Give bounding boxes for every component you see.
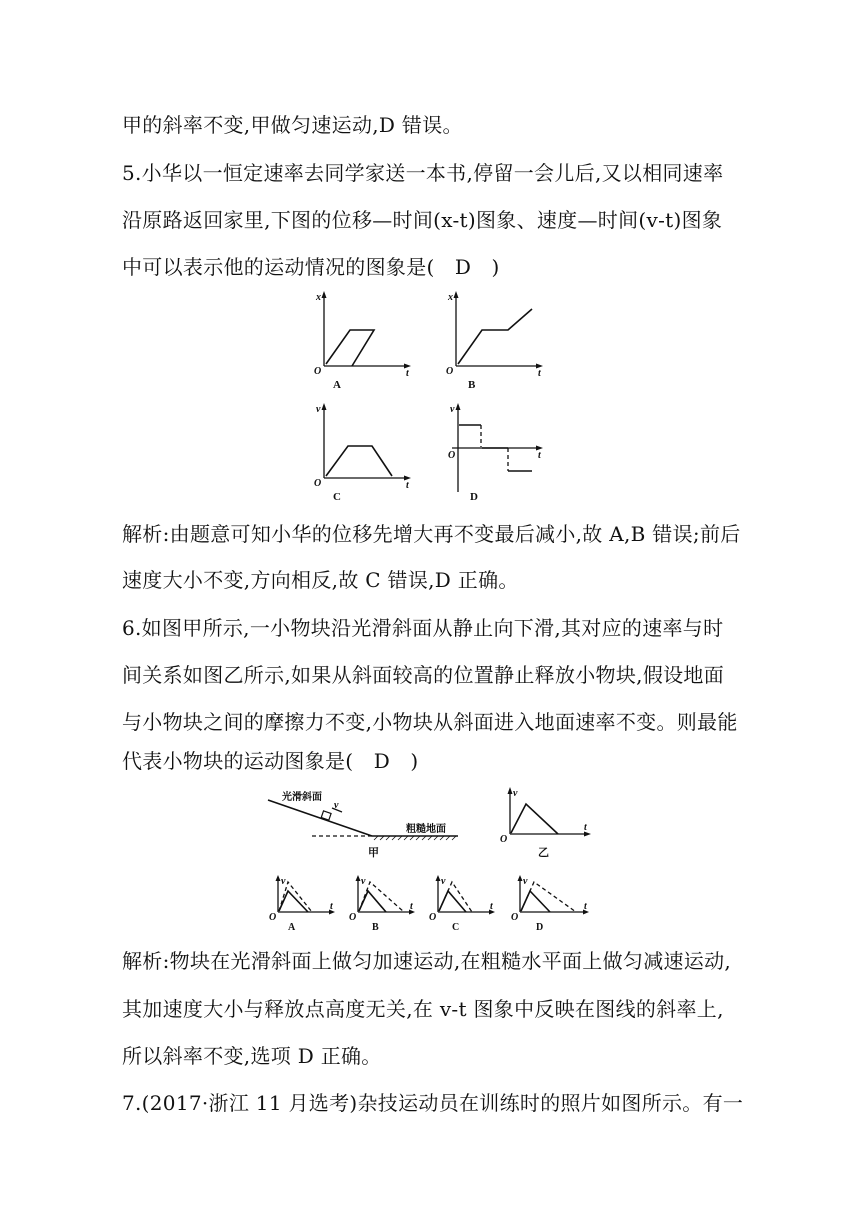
graph-5c [314, 403, 411, 503]
origin-label: O [511, 912, 519, 923]
axis-label-y: v [523, 876, 528, 887]
origin-label: O [448, 450, 456, 461]
option-label-a: A [288, 922, 296, 933]
option-label-d: D [470, 491, 478, 503]
analysis-6-line-3: 所以斜率不变,选项 D 正确。 [122, 1044, 382, 1068]
figure-label-jia: 甲 [368, 847, 379, 859]
axis-label-x: t [410, 901, 413, 912]
origin-label: O [314, 366, 322, 377]
axis-label-x: t [584, 822, 587, 833]
origin-label: O [269, 912, 277, 923]
question-5-line-3: 中可以表示他的运动情况的图象是( D ) [122, 255, 500, 279]
analysis-6-line-1: 解析:物块在光滑斜面上做匀加速运动,在粗糙水平面上做匀减速运动, [122, 949, 732, 973]
axis-label-x: t [406, 368, 409, 379]
option-graph-a [269, 875, 335, 933]
analysis-6-line-2: 其加速度大小与释放点高度无关,在 v-t 图象中反映在图线的斜率上, [122, 997, 724, 1021]
axis-label-y: v [513, 788, 518, 799]
axis-label-y: v [361, 876, 366, 887]
option-graph-b [349, 875, 415, 933]
origin-label: O [349, 912, 357, 923]
origin-label: O [314, 478, 322, 489]
question-6-line-1: 6.如图甲所示,一小物块沿光滑斜面从静止向下滑,其对应的速率与时 [122, 616, 724, 640]
axis-label-y: v [441, 876, 446, 887]
option-label-c: C [452, 922, 460, 933]
option-label-b: B [468, 379, 476, 391]
graph-5b [446, 291, 543, 391]
graph-yi [500, 787, 591, 859]
axis-label-y: v [316, 404, 321, 415]
option-label-b: B [372, 922, 379, 933]
axis-label-y: v [281, 876, 286, 887]
option-graph-c [429, 875, 495, 933]
ground-label: 粗糙地面 [406, 824, 446, 835]
figure-5 [300, 288, 560, 503]
axis-label-x: t [330, 901, 333, 912]
question-5-line-1: 5.小华以一恒定速率去同学家送一本书,停留一会儿后,又以相同速率 [122, 161, 724, 185]
axis-label-x: t [538, 368, 541, 379]
option-graph-d [511, 875, 589, 933]
axis-label-x: t [490, 901, 493, 912]
axis-label-x: t [538, 450, 541, 461]
slope-label: 光滑斜面 [282, 792, 322, 803]
velocity-label: v [334, 800, 339, 811]
figure-6 [262, 786, 612, 936]
option-label-c: C [333, 491, 341, 503]
axis-label-y: x [316, 292, 321, 303]
analysis-5-line-2: 速度大小不变,方向相反,故 C 错误,D 正确。 [122, 568, 519, 592]
option-label-d: D [536, 922, 544, 933]
axis-label-x: t [584, 901, 587, 912]
question-6-line-3: 与小物块之间的摩擦力不变,小物块从斜面进入地面速率不变。则最能 [122, 710, 738, 734]
analysis-5-line-1: 解析:由题意可知小华的位移先增大再不变最后减小,故 A,B 错误;前后 [122, 522, 741, 546]
graph-5a [314, 291, 411, 391]
question-6-line-4: 代表小物块的运动图象是( D ) [122, 749, 419, 773]
origin-label: O [446, 366, 454, 377]
text-line-1: 甲的斜率不变,甲做匀速运动,D 错误。 [122, 113, 463, 137]
axis-label-y: v [450, 404, 455, 415]
axis-label-y: x [448, 292, 453, 303]
question-6-line-2: 间关系如图乙所示,如果从斜面较高的位置静止释放小物块,假设地面 [122, 663, 725, 687]
axis-label-x: t [406, 480, 409, 491]
figure-label-yi: 乙 [538, 847, 549, 859]
option-label-a: A [333, 379, 341, 391]
question-5-line-2: 沿原路返回家里,下图的位移—时间(x-t)图象、速度—时间(v-t)图象 [122, 208, 723, 232]
graph-5d [448, 403, 543, 503]
origin-label: O [500, 834, 508, 845]
incline-diagram [268, 790, 458, 859]
origin-label: O [429, 912, 437, 923]
question-7-line-1: 7.(2017·浙江 11 月选考)杂技运动员在训练时的照片如图所示。有一 [122, 1091, 744, 1115]
